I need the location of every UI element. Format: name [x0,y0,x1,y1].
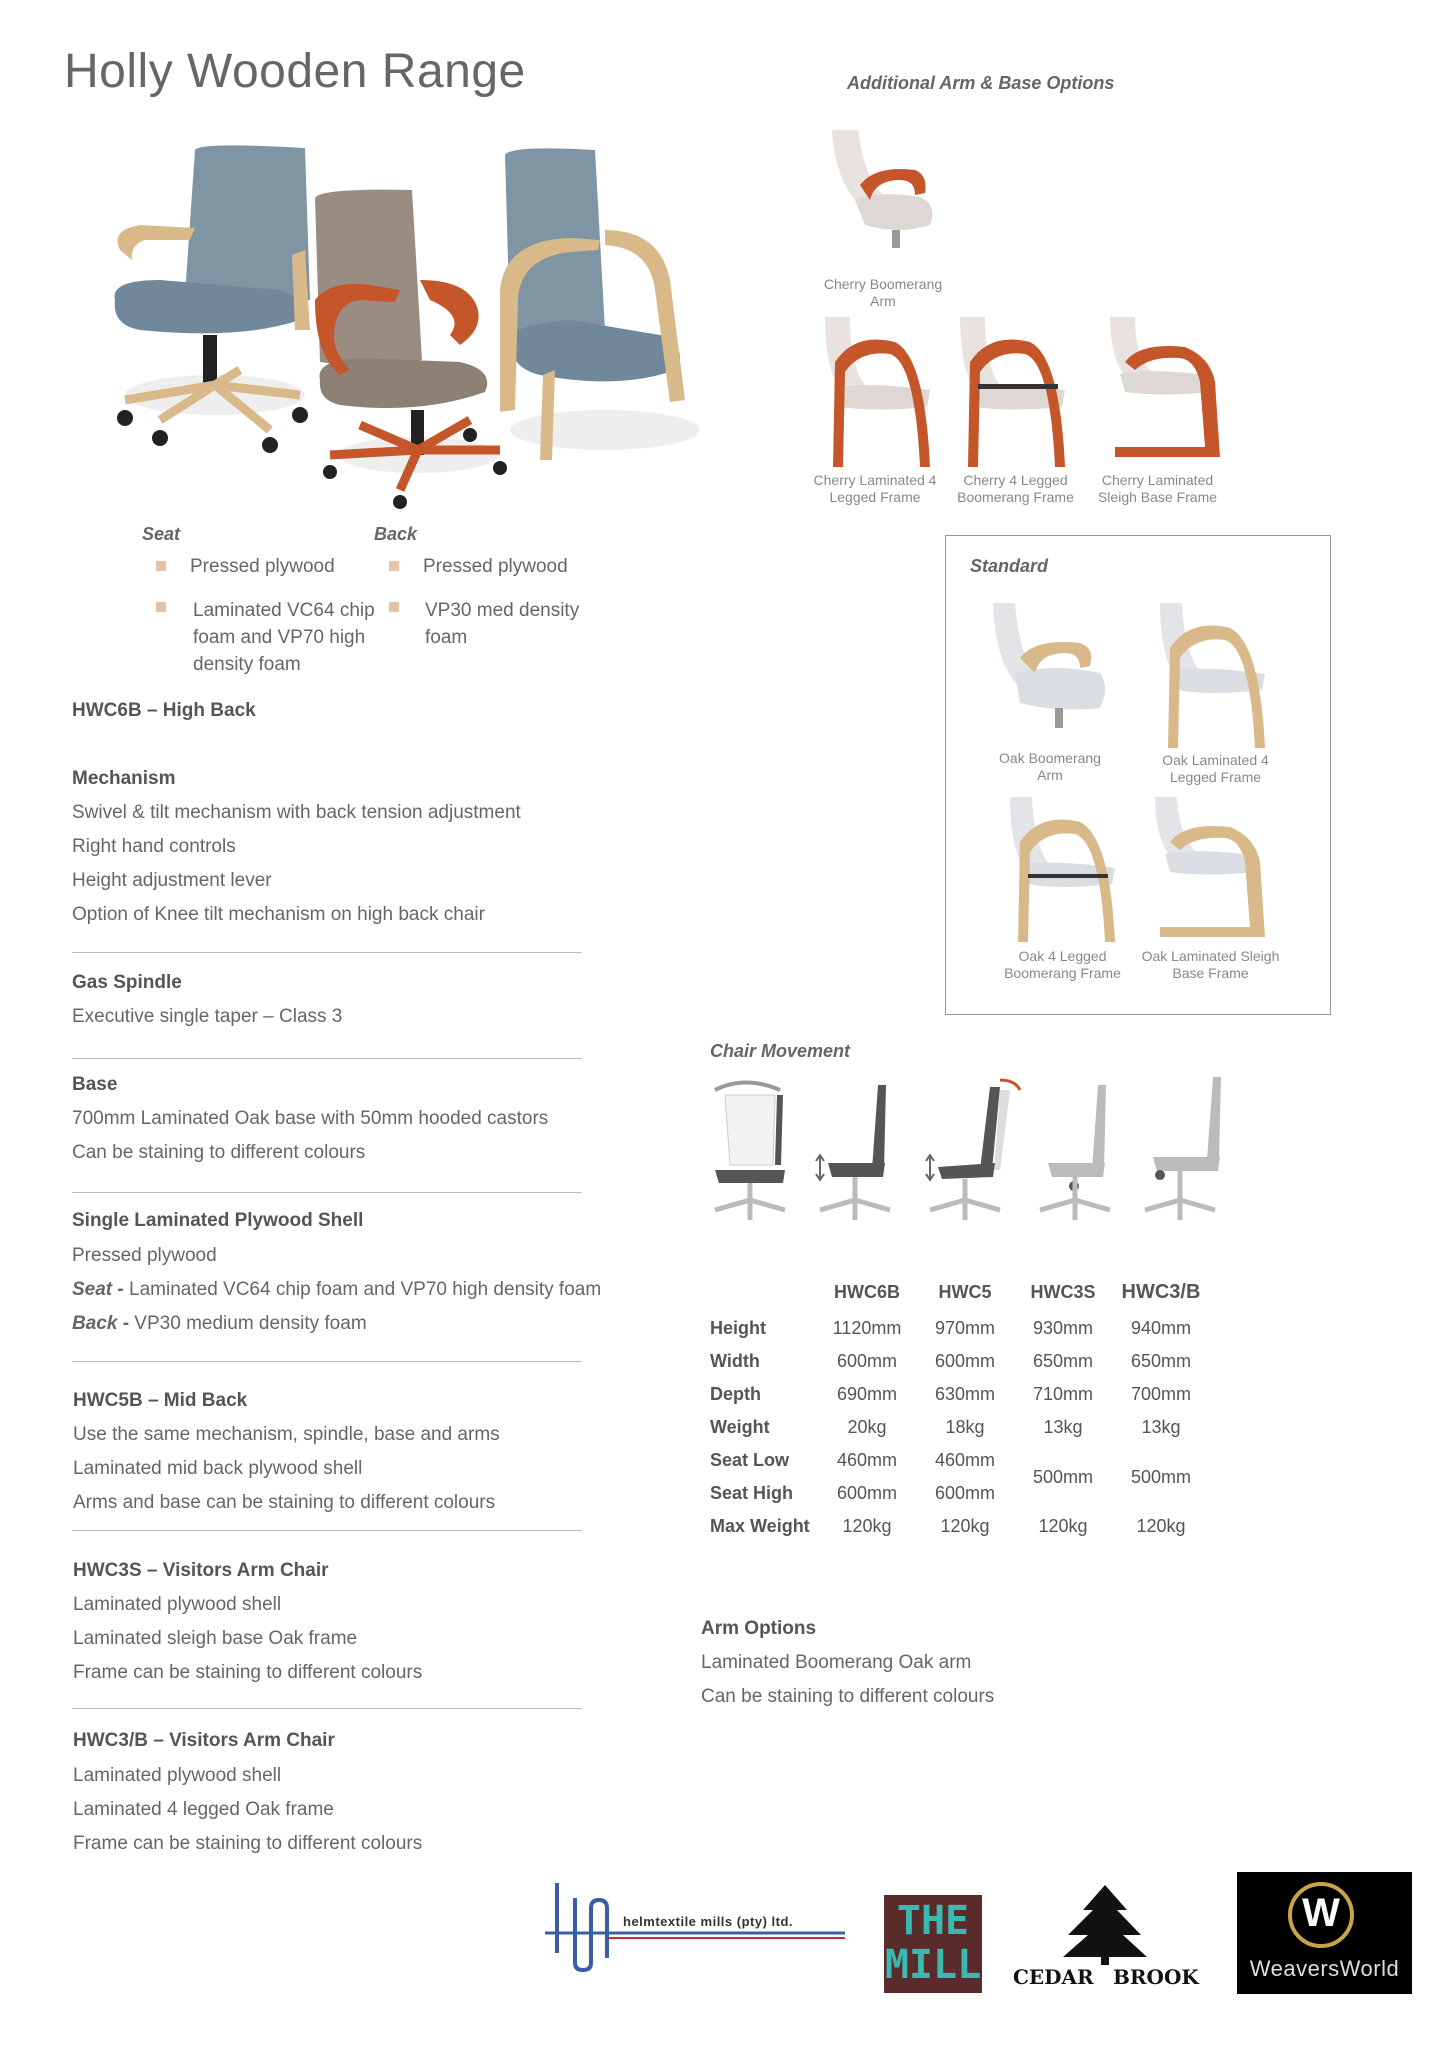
page-title: Holly Wooden Range [64,45,526,98]
seat-item-1: Pressed plywood [190,556,335,577]
table-cell: 13kg [1043,1417,1083,1437]
row-label: Width [710,1351,760,1371]
lock-tilt-icon [1145,1077,1221,1220]
mechanism-line: Option of Knee tilt mechanism on high back chair [72,904,485,925]
seat-heading: Seat [142,524,181,544]
tree-icon [1013,1885,1198,1965]
table-cell: 940mm [1130,1318,1192,1338]
mechanism-line: Height adjustment lever [72,870,272,891]
hwc6b-heading: HWC6B – High Back [72,700,256,721]
the-mill-line1: THE [896,1898,970,1944]
oak-sleigh-base-frame-image [1145,792,1280,947]
cherry-boomerang-arm-image [820,125,960,255]
cherry-sleigh-base-frame-caption: Cherry Laminated Sleigh Base Frame [1097,472,1218,505]
cherry-4-legged-frame-image [815,312,950,472]
swivel-movement-icon [715,1083,785,1221]
bullet-icon [156,561,166,571]
table-cell: 690mm [836,1384,898,1404]
height-adjust-icon [816,1085,890,1220]
seat-item-2: Laminated VC64 chip foam and VP70 high density foam [193,600,375,675]
table-cell: 970mm [934,1318,996,1338]
chair-hwc5b-illustration [315,190,507,509]
cherry-4-legged-boomerang-frame-image [950,312,1085,472]
shell-seat-text: Laminated VC64 chip foam and VP70 high density foam [123,1279,602,1300]
oak-boomerang-arm-caption: Oak Boomerang Arm [999,750,1101,783]
table-cell: 120kg [940,1516,990,1536]
table-header-row [710,1280,1210,1312]
table-row [710,1378,1210,1411]
table-row [710,1345,1210,1378]
brook-text: BROOK [1113,1965,1199,1989]
arm-options-heading: Arm Options [701,1618,817,1639]
table-cell: 20kg [847,1417,887,1437]
weavers-world-logo [1237,1872,1412,1994]
table-cell: 120kg [1136,1516,1186,1536]
hwc5b-heading: HWC5B – Mid Back [73,1390,248,1411]
oak-4-legged-boomerang-frame-caption: Oak 4 Legged Boomerang Frame [1004,948,1121,981]
hwc3s-line: Laminated plywood shell [73,1594,282,1615]
shell-back-label: Back - [72,1313,130,1334]
divider [72,1708,582,1709]
row-label: Weight [710,1417,770,1437]
shell-seat-label: Seat - [72,1279,124,1300]
row-label: Seat High [710,1483,794,1503]
hwc3b-line: Laminated 4 legged Oak frame [73,1799,334,1820]
back-item-1: Pressed plywood [423,556,568,577]
table-cell: 500mm [1130,1466,1192,1487]
chair-movement-heading: Chair Movement [710,1041,851,1061]
table-cell: 650mm [1130,1351,1192,1371]
hwc5b-line: Arms and base can be staining to different colours [73,1492,496,1513]
table-cell: 460mm [836,1450,898,1470]
column-header: HWC3S [1030,1281,1096,1302]
hwc3s-line: Laminated sleigh base Oak frame [73,1628,358,1649]
cherry-4-legged-boomerang-frame-caption: Cherry 4 Legged Boomerang Frame [957,472,1074,505]
shell-seat-line [72,1279,601,1301]
base-line: Can be staining to different colours [72,1142,366,1163]
table-cell: 600mm [934,1351,996,1371]
chair-movement-diagram [705,1075,1250,1225]
specifications-table [710,1280,1210,1543]
base-heading: Base [72,1074,118,1095]
arm-options-line: Can be staining to different colours [701,1686,995,1707]
gas-spindle-line: Executive single taper – Class 3 [72,1006,343,1027]
gas-spindle-heading: Gas Spindle [72,972,182,993]
table-header-empty [710,1280,818,1312]
row-label: Seat Low [710,1450,790,1470]
cherry-boomerang-arm-caption: Cherry Boomerang Arm [823,276,943,309]
hwc3s-line: Frame can be staining to different colours [73,1662,423,1683]
table-cell: 650mm [1032,1351,1094,1371]
tension-adjust-icon [1040,1085,1110,1220]
shell-heading: Single Laminated Plywood Shell [72,1210,364,1231]
table-cell: 500mm [1032,1466,1094,1487]
hero-chairs-image [100,130,720,510]
table-row [710,1444,1210,1477]
oak-4-legged-frame-image [1150,598,1285,753]
helm-logo-text: helmtextile mills (pty) ltd. [623,1914,794,1929]
shell-back-text: VP30 medium density foam [129,1313,367,1334]
table-cell: 630mm [934,1384,996,1404]
arm-options-line: Laminated Boomerang Oak arm [701,1652,972,1673]
table-cell: 600mm [836,1351,898,1371]
divider [72,1058,582,1059]
hwc3b-line: Laminated plywood shell [73,1765,282,1786]
table-cell: 710mm [1032,1384,1094,1404]
additional-options-heading: Additional Arm & Base Options [847,73,1115,93]
chair-hwc6b-illustration [115,145,310,453]
shell-line: Pressed plywood [72,1245,217,1266]
hwc3s-heading: HWC3S – Visitors Arm Chair [73,1560,329,1581]
table-cell: 930mm [1032,1318,1094,1338]
base-line: 700mm Laminated Oak base with 50mm hooded castors [72,1108,549,1129]
bullet-icon [389,602,399,612]
oak-4-legged-boomerang-frame-image [1000,792,1135,947]
back-heading: Back [374,524,418,544]
row-label: Height [710,1318,766,1338]
oak-sleigh-base-frame-caption: Oak Laminated Sleigh Base Frame [1141,948,1280,981]
standard-heading: Standard [970,556,1049,576]
cedar-brook-logo [1013,1885,1198,1990]
cherry-4-legged-frame-caption: Cherry Laminated 4 Legged Frame [813,472,937,505]
table-row [710,1312,1210,1345]
column-header: HWC5 [938,1281,992,1302]
shell-back-line [72,1313,367,1335]
cherry-sleigh-base-frame-image [1100,312,1235,472]
table-cell: 13kg [1141,1417,1181,1437]
table-cell: 460mm [934,1450,996,1470]
hwc5b-line: Laminated mid back plywood shell [73,1458,363,1479]
mechanism-line: Right hand controls [72,836,236,857]
table-cell: 1120mm [832,1318,902,1338]
hwc3b-heading: HWC3/B – Visitors Arm Chair [73,1730,335,1751]
the-mill-logo [884,1895,982,1993]
helm-textile-mills-logo [545,1878,845,1973]
divider [72,1192,582,1193]
the-mill-line2: MILL [884,1942,982,1988]
mechanism-heading: Mechanism [72,768,176,789]
divider [72,1361,582,1362]
tilt-movement-icon [926,1080,1020,1220]
bullet-icon [389,561,399,571]
mechanism-line: Swivel & tilt mechanism with back tension adjustment [72,802,521,823]
oak-4-legged-frame-caption: Oak Laminated 4 Legged Frame [1162,752,1269,785]
column-header: HWC6B [834,1281,900,1302]
weavers-world-text: WeaversWorld [1249,1956,1400,1981]
chair-hwc3b-illustration [500,148,700,460]
table-cell: 120kg [1038,1516,1088,1536]
row-label: Depth [710,1384,761,1404]
column-header: HWC3/B [1121,1280,1201,1303]
table-row [710,1510,1210,1543]
row-label: Max Weight [710,1516,810,1536]
bullet-icon [156,602,166,612]
hwc5b-line: Use the same mechanism, spindle, base and arms [73,1424,500,1445]
cedar-text: CEDAR [1013,1965,1094,1989]
table-cell: 120kg [842,1516,892,1536]
table-row [710,1411,1210,1444]
hwc3b-line: Frame can be staining to different colours [73,1833,423,1854]
oak-boomerang-arm-image [985,598,1120,733]
weavers-w-icon: W [1302,1891,1340,1935]
table-cell: 700mm [1130,1384,1192,1404]
table-cell: 600mm [934,1483,996,1503]
table-cell: 600mm [836,1483,898,1503]
table-cell: 18kg [945,1417,985,1437]
back-item-2: VP30 med density foam [425,600,580,648]
divider [72,1530,582,1531]
divider [72,952,582,953]
